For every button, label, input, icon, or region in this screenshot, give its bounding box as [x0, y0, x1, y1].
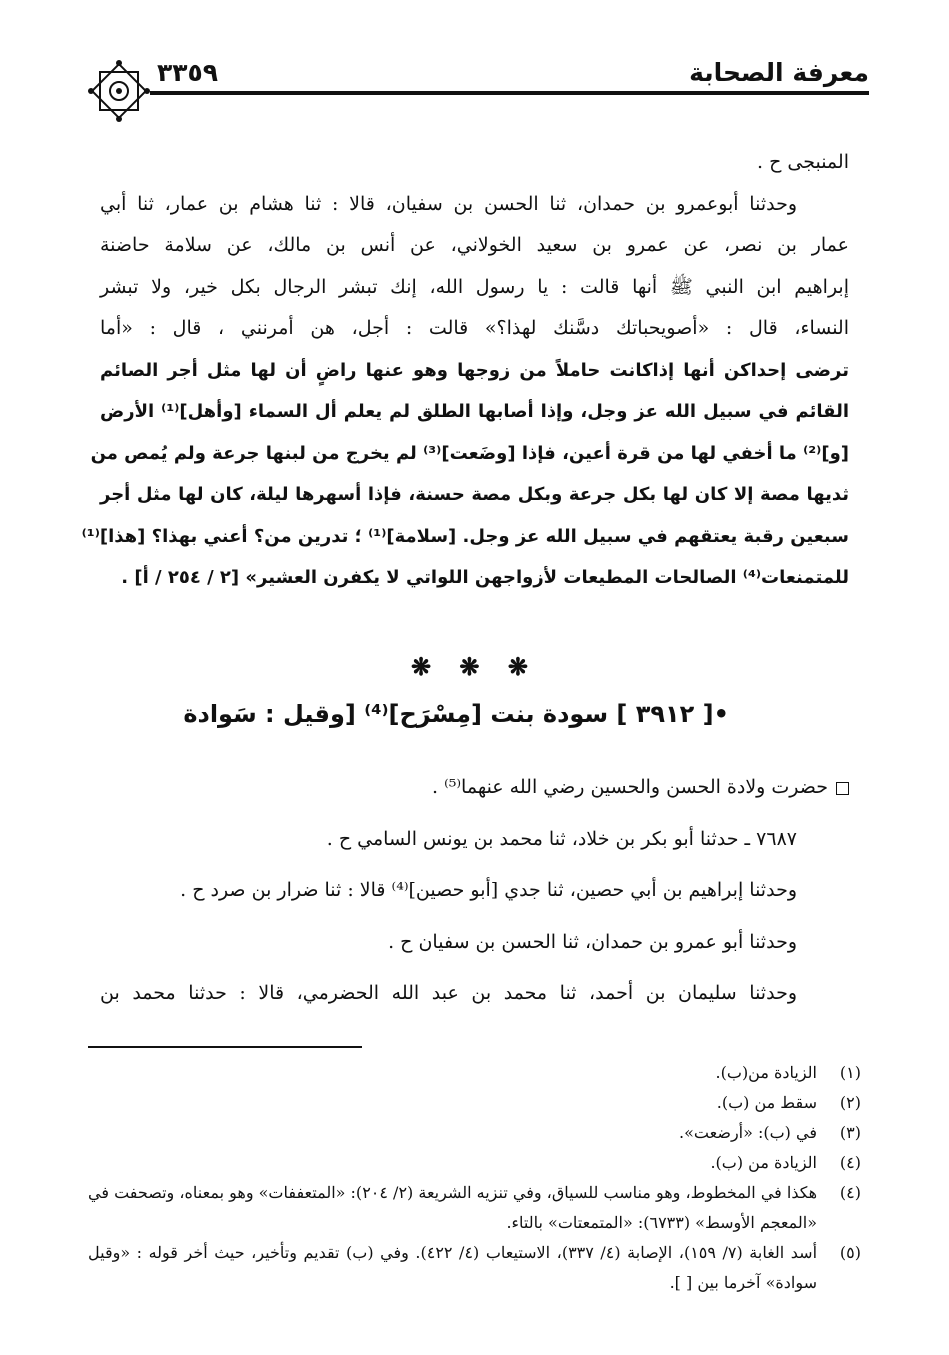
text-line: سبعين رقبة يعتقهم في سبيل الله عز وجل. [سلامة]⁽¹⁾ ؛ تدرين من؟ أعني بهذا؟ [هذا]⁽¹⁾: [81, 525, 849, 547]
footnote: [88, 1178, 861, 1238]
text-line: ثديها مصة إلا كان لها بكل جرعة وبكل مصة حسنة، فإذا أسهرها ليلة، كان لها مثل أجر: [100, 484, 849, 505]
text-line: إبراهيم ابن النبي ﷺ أنها قالت : يا رسول الله، إنك تبشر الرجال بكل خير، ولا تبشر: [100, 275, 849, 298]
star-ornament-icon: [86, 58, 152, 124]
footnote-number: (٤): [839, 1183, 861, 1202]
text-line: للمتمنعات⁽⁴⁾ الصالحات المطيعات لأزواجهن اللواتي لا يكفرن العشير» [٢ / ٢٥٤ / أ] .: [121, 567, 849, 588]
footnote-number: (٣): [839, 1123, 861, 1142]
footnote: [88, 1118, 861, 1148]
footnote-number: (٢): [839, 1093, 861, 1112]
footnote-text: في (ب): «أرضعت».: [679, 1123, 817, 1142]
text-line: النساء، قال : «أصويحباتك دسَّنك لهذا؟» قالت : أجل، هن أمرنني ، قال : «أما: [100, 317, 849, 339]
footnotes: [88, 1058, 861, 1298]
text-line: المنبجى ح .: [756, 151, 849, 173]
square-bullet-icon: [836, 782, 849, 795]
text-line-content: حضرت ولادة الحسن والحسين رضي الله عنهما⁽⁵⁾ .: [432, 776, 828, 798]
entry-title: •[ ٣٩١٢ ] سودة بنت [مِسْرَح]⁽⁴⁾ [وقيل : سَوادة: [183, 700, 729, 728]
entry-text: [100, 762, 849, 1020]
text-line: عمار بن نصر، عن عمرو بن سعيد الخولاني، عن أنس بن مالك، عن سلامة حاضنة: [100, 234, 849, 256]
footnote-rule: [88, 1046, 362, 1048]
text-line: ٧٦٨٧ ـ حدثنا أبو بكر بن خلاد، ثنا محمد بن يونس السامي ح .: [326, 827, 797, 850]
footnote-text: الزيادة من(ب).: [715, 1063, 817, 1082]
footnote-number: (١): [839, 1063, 861, 1082]
footnote: [88, 1088, 861, 1118]
running-title: معرفة الصحابة: [689, 58, 869, 87]
footnote-text: هكذا في المخطوط، وهو مناسب للسياق، وفي تنزيه الشريعة (٢/ ٢٠٤): «المتعففات» وهو بمعناه، وتصحفت في «المعجم الأوسط» (٦٧٣٣): «المتمعتات» بالتاء.: [88, 1183, 818, 1232]
text-line: [100, 762, 849, 814]
main-text: [81, 142, 849, 599]
footnote-text: سقط من (ب).: [716, 1093, 817, 1112]
text-line: ترضى إحداكن أنها إذاكانت حاملاً من زوجها وهو عنها راضٍ أن لها مثل أجر الصائم: [100, 359, 849, 381]
text-line: وحدثنا أبو عمرو بن حمدان، ثنا الحسن بن سفيان ح .: [388, 930, 797, 953]
text-line: وحدثنا أبوعمرو بن حمدان، ثنا الحسن بن سفيان، قالا : ثنا هشام بن عمار، ثنا أبي: [100, 192, 797, 215]
header-rule: [150, 91, 869, 95]
text-line: القائم في سبيل الله عز وجل، وإذا أصابها الطلق لم يعلم أل السماء [وأهل]⁽¹⁾ الأرض: [100, 401, 849, 422]
footnote: [88, 1058, 861, 1088]
text-line: وحدثنا سليمان بن أحمد، ثنا محمد بن عبد الله الحضرمي، قالا : حدثنا محمد بن: [100, 982, 797, 1004]
text-line: وحدثنا إبراهيم بن أبي حصين، ثنا جدي [أبو حصين]⁽⁴⁾ قالا : ثنا ضرار بن صرد ح .: [180, 879, 797, 901]
footnote: [88, 1148, 861, 1178]
text-line: [و]⁽²⁾ ما أخفي لها من قرة أعين، فإذا [وضَعت]⁽³⁾ لم يخرج من لبنها جرعة ولم يُمص من: [90, 442, 849, 464]
footnote-number: (٤): [839, 1153, 861, 1172]
section-separator: ❋ ❋ ❋: [410, 652, 539, 681]
page-number: ٣٣٥٩: [157, 58, 219, 87]
footnote-text: الزيادة من (ب).: [710, 1153, 817, 1172]
footnote: [88, 1238, 861, 1298]
footnote-text: أسد الغابة (٧/ ١٥٩)، الإصابة (٤/ ٣٣٧)، الاستيعاب (٤/ ٤٢٢). وفي (ب) تقديم وتأخير، حيث أخر قوله : «وقيل سوادة» آخرما بين [ ].: [88, 1243, 818, 1292]
footnote-number: (٥): [839, 1243, 861, 1262]
